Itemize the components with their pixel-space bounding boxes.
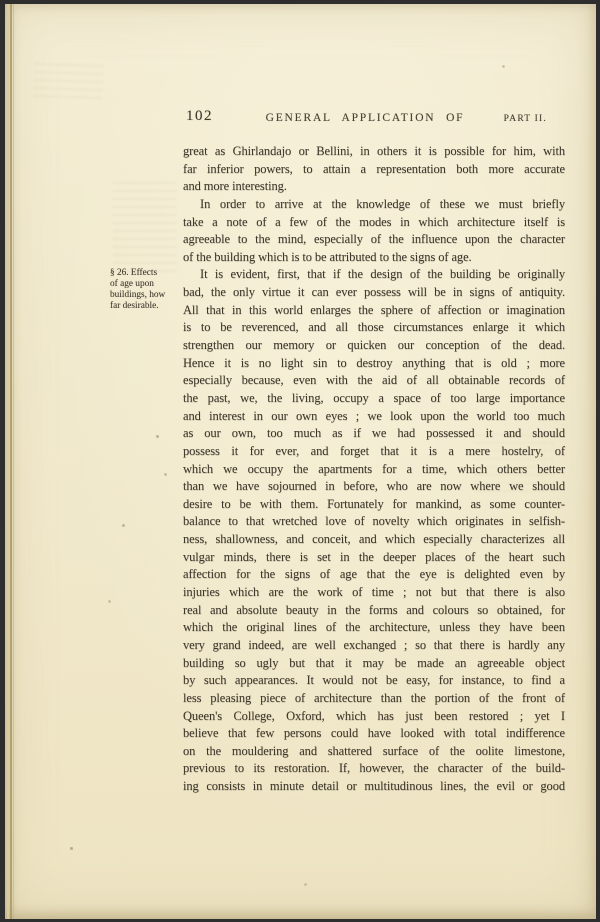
text-line: balance to that wretched love of novelty which originates in selfish- — [183, 514, 565, 529]
margin-note-line: buildings, how — [110, 289, 166, 300]
text-line: previous to its restoration. If, however, the character of the build- — [183, 761, 565, 776]
text-line: great as Ghirlandajo or Bellini, in others it is possible for him, with — [183, 144, 565, 158]
text-line: take a note of a few of the modes in which architecture itself is — [183, 214, 565, 229]
margin-note — [110, 268, 184, 312]
text-line: as our own, too much as if we had possessed it and should — [183, 426, 565, 441]
text-line: far inferior powers, to attain a representation both more accurate — [183, 161, 565, 176]
text-line: less pleasing piece of architecture than the portion of the front of — [183, 690, 565, 705]
text-line: by such appearances. It would not be easy, for instance, to find a — [183, 673, 565, 688]
text-block — [183, 143, 565, 796]
text-line: which the original lines of the architecture, unless they have been — [183, 620, 565, 635]
text-line: very grand indeed, are well exchanged ; so that there is hardly any — [183, 637, 565, 652]
page-edge-line — [7, 4, 9, 919]
text-line: vulgar minds, there is set in the deeper places of the heart such — [183, 549, 565, 564]
text-line: on the mouldering and shattered surface of the oolite limestone, — [183, 743, 565, 758]
paragraph — [183, 143, 565, 196]
text-line: In order to arrive at the knowledge of these we must briefly — [200, 196, 565, 211]
text-line: All that in this world enlarges the sphere of affection or imagination — [183, 302, 565, 317]
text-line: It is evident, first, that if the design of the building be originally — [200, 267, 565, 282]
text-line: than we have sojourned in before, who are now where we should — [183, 479, 565, 494]
text-line: agreeable to the mind, especially of the influence upon the character — [183, 232, 565, 247]
text-line: and more interesting. — [183, 179, 287, 194]
page-edge-line — [13, 4, 14, 919]
page-edge-line — [10, 4, 12, 919]
book-page — [5, 4, 596, 919]
text-line: and interest in our own eyes ; we look upon the world too much — [183, 408, 565, 423]
text-line: affection for the signs of age that the eye is delighted even by — [183, 567, 565, 582]
paragraph — [183, 196, 565, 267]
text-line: of the building which is to be attributed to the signs of age. — [183, 249, 472, 264]
margin-note-line: § 26. Effects — [110, 268, 158, 278]
text-line: especially because, even with the aid of all obtainable records of — [183, 373, 565, 388]
text-line: believe that few persons could have looked with total indifference — [183, 726, 565, 741]
paragraph — [183, 266, 565, 795]
paper-specks — [5, 4, 6, 5]
text-line: ing consists in minute detail or multitudinous lines, the evil or good — [183, 779, 565, 794]
text-line: the past, we, the living, occupy a space of too large importance — [183, 390, 565, 405]
text-line: Queen's College, Oxford, which has just been restored ; yet I — [183, 708, 565, 723]
margin-note-line: of age upon — [110, 278, 154, 289]
text-line: bad, the only virtue it can ever possess will be in signs of antiquity. — [183, 285, 565, 300]
text-line: ness, shallowness, and conceit, and which especially characterizes all — [183, 532, 565, 547]
text-line: possess it for ever, and forget that it is a mere hostelry, of — [183, 443, 565, 458]
text-line: building so ugly but that it may be made an agreeable object — [183, 655, 565, 670]
ink-showthrough — [113, 182, 177, 274]
part-label: PART II. — [503, 114, 547, 124]
text-line: desire to be with them. Fortunately for mankind, as some counter- — [183, 496, 565, 511]
margin-note-line: far desirable. — [110, 300, 159, 311]
text-line: Hence it is no light sin to destroy anything that is old ; more — [183, 355, 565, 370]
ink-showthrough — [32, 63, 103, 105]
running-title: GENERAL APPLICATION OF — [265, 112, 465, 124]
text-line: strengthen our memory or quicken our conception of the dead. — [183, 338, 565, 353]
text-line: is to be reverenced, and all those circumstances enlarge it which — [183, 320, 565, 335]
text-line: real and absolute beauty in the forms and colours so obtained, for — [183, 602, 565, 617]
page-number: 102 — [186, 108, 213, 124]
text-line: injuries which are the work of time ; not but that there is also — [183, 585, 565, 600]
text-line: which we occupy the apartments for a time, which others better — [183, 461, 565, 476]
